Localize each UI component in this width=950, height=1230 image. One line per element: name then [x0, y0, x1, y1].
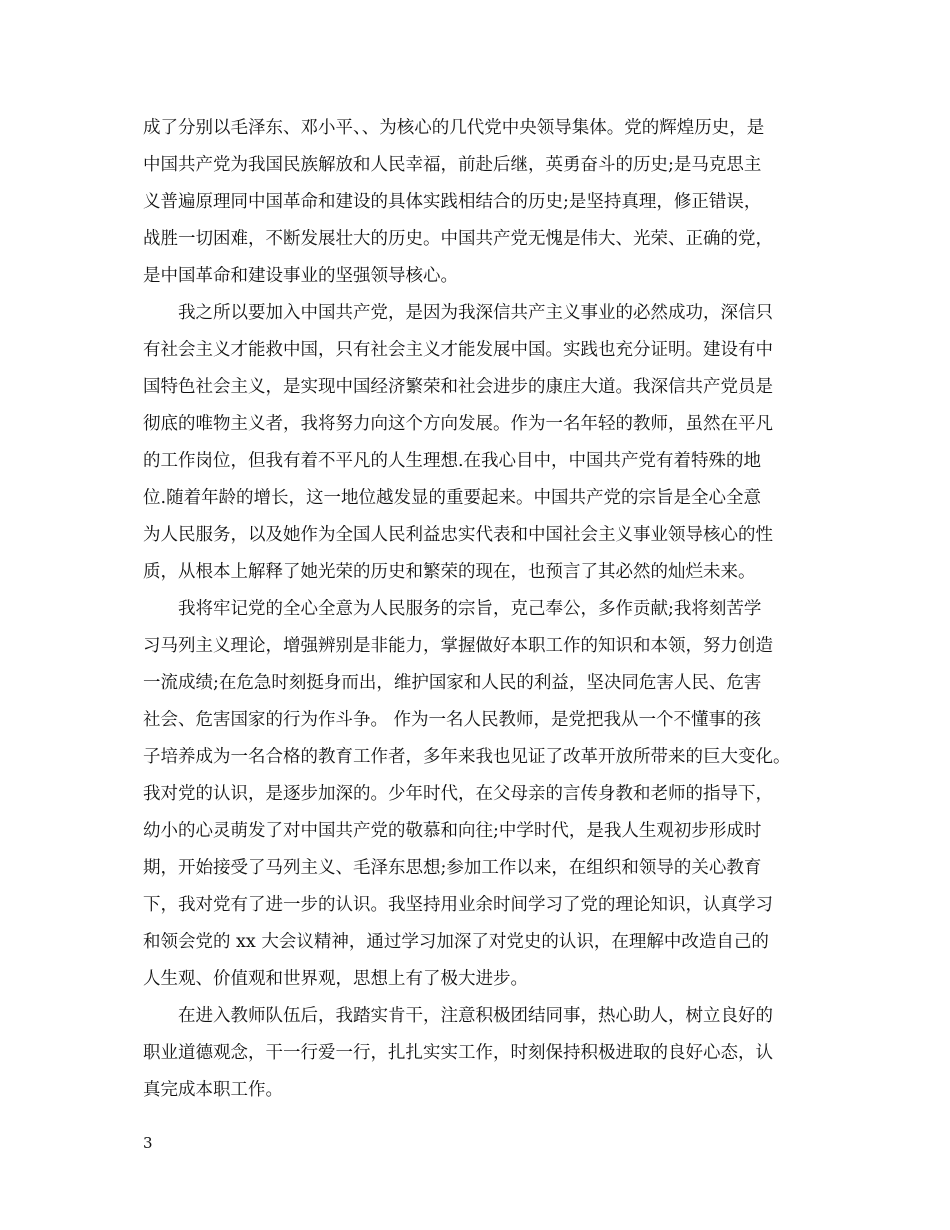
text-line: 位.随着年龄的增长，这一地位越发显的重要起来。中国共产党的宗旨是全心全意 [143, 488, 762, 508]
text-line: 国特色社会主义，是实现中国经济繁荣和社会进步的康庄大道。我深信共产党员是 [143, 377, 773, 397]
text-line: 幼小的心灵萌发了对中国共产党的敬慕和向往;中学时代，是我人生观初步形成时 [143, 821, 762, 841]
text-line: 我将牢记党的全心全意为人民服务的宗旨，克己奉公，多作贡献;我将刻苦学 [178, 599, 762, 619]
text-line: 职业道德观念，干一行爱一行，扎扎实实工作，时刻保持积极进取的良好心态，认 [143, 1043, 773, 1063]
text-line: 义普遍原理同中国革命和建设的具体实践相结合的历史;是坚持真理，修正错误， [143, 192, 762, 212]
text-line: 和领会党的 xx 大会议精神，通过学习加深了对党史的认识，在理解中改造自己的 [143, 932, 769, 952]
text-line: 习马列主义理论，增强辨别是非能力，掌握做好本职工作的知识和本领，努力创造 [143, 636, 773, 656]
text-line: 成了分别以毛泽东、邓小平、、为核心的几代党中央领导集体。党的辉煌历史，是 [143, 118, 765, 138]
text-line: 战胜一切困难，不断发展壮大的历史。中国共产党无愧是伟大、光荣、正确的党， [143, 229, 773, 249]
text-line: 我对党的认识，是逐步加深的。少年时代，在父母亲的言传身教和老师的指导下， [143, 784, 773, 804]
text-line: 一流成绩;在危急时刻挺身而出，维护国家和人民的利益，坚决同危害人民、危害 [143, 673, 762, 693]
text-line: 为人民服务，以及她作为全国人民利益忠实代表和中国社会主义事业领导核心的性 [143, 525, 773, 545]
text-line: 下，我对党有了进一步的认识。我坚持用业余时间学习了党的理论知识，认真学习 [143, 895, 773, 915]
page-number: 3 [143, 1134, 153, 1152]
text-line: 子培养成为一名合格的教育工作者，多年来我也见证了改革开放所带来的巨大变化。 [143, 747, 791, 767]
text-line: 质，从根本上解释了她光荣的历史和繁荣的现在，也预言了其必然的灿烂未来。 [143, 562, 756, 582]
text-line: 我之所以要加入中国共产党，是因为我深信共产主义事业的必然成功，深信只 [178, 303, 773, 323]
text-line: 人生观、价值观和世界观，思想上有了极大进步。 [143, 969, 528, 989]
text-line: 是中国革命和建设事业的坚强领导核心。 [143, 266, 458, 286]
text-line: 彻底的唯物主义者，我将努力向这个方向发展。作为一名年轻的教师，虽然在平凡 [143, 414, 773, 434]
text-line: 社会、危害国家的行为作斗争。 作为一名人民教师，是党把我从一个不懂事的孩 [143, 710, 762, 730]
text-line: 在进入教师队伍后，我踏实肯干，注意积极团结同事，热心助人，树立良好的 [178, 1006, 773, 1026]
text-line: 真完成本职工作。 [143, 1080, 283, 1100]
text-line: 中国共产党为我国民族解放和人民幸福，前赴后继，英勇奋斗的历史;是马克思主 [143, 155, 762, 175]
text-line: 有社会主义才能救中国，只有社会主义才能发展中国。实践也充分证明。建设有中 [143, 340, 773, 360]
document-body [143, 110, 815, 1109]
text-line: 的工作岗位，但我有着不平凡的人生理想.在我心目中，中国共产党有着特殊的地 [143, 451, 762, 471]
text-line: 期，开始接受了马列主义、毛泽东思想;参加工作以来，在组织和领导的关心教育 [143, 858, 762, 878]
